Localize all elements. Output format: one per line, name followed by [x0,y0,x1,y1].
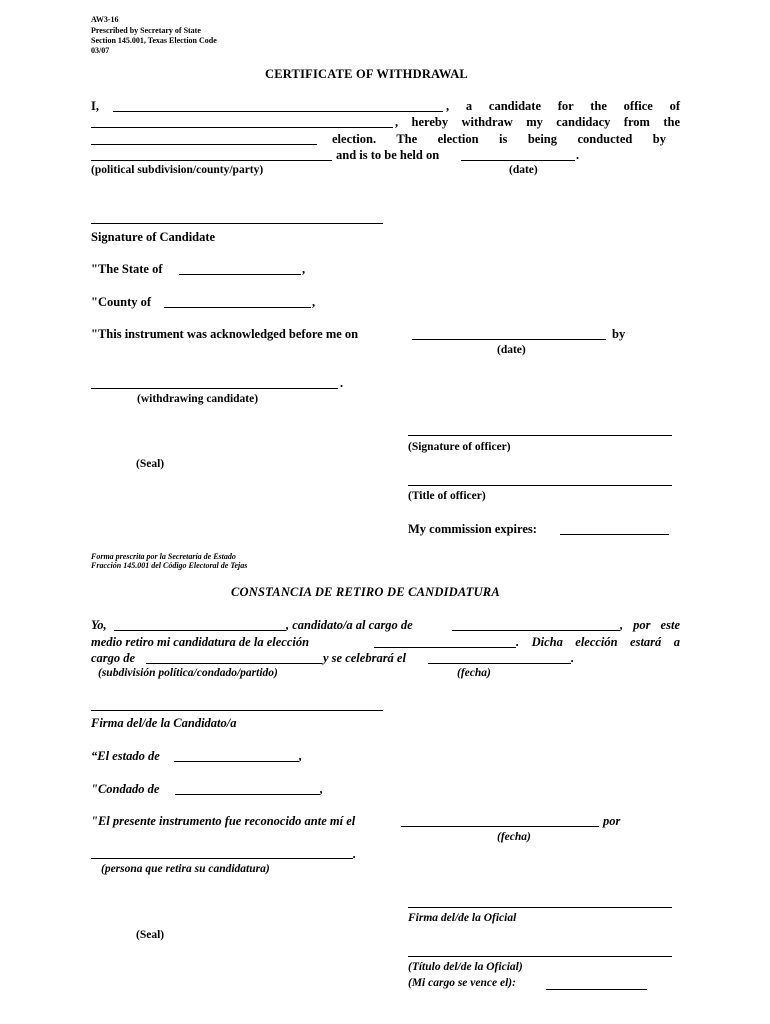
intro-yo: Yo, [91,618,107,632]
state-field[interactable] [179,274,301,275]
comma: , [312,295,316,309]
candidate-signature-line[interactable] [91,223,383,224]
county-field[interactable] [164,307,311,308]
celebrara-text: y se celebrará el [323,651,406,665]
election-conducted-text: election. The election is being conducted by [332,132,666,146]
withdraw-text: , hereby withdraw my candidacy from the [395,115,680,129]
spanish-state-field[interactable] [174,761,299,762]
spanish-withdrawing-field[interactable] [91,858,353,859]
comma: , [302,262,306,276]
election-field[interactable] [91,144,317,145]
election-date-field[interactable] [461,160,575,161]
por-este-text: , por este [620,618,680,632]
signature-officer-label: (Signature of officer) [408,441,511,453]
period: . [340,376,344,390]
period: . [571,651,575,665]
signature-candidate-label: Signature of Candidate [91,230,216,244]
section-reference: Section 145.001, Texas Election Code [91,36,217,45]
political-subdivision-label: (political subdivision/county/party) [91,164,264,176]
revision-date: 03/07 [91,46,110,55]
political-subdivision-field[interactable] [91,160,332,161]
spanish-county-label: "Condado de [91,782,160,796]
withdrawing-candidate-label: (withdrawing candidate) [137,393,259,405]
spanish-candidate-signature-line[interactable] [91,710,383,711]
title-officer-label: (Title of officer) [408,490,486,502]
cargo-de-text: cargo de [91,651,136,665]
held-on-text: and is to be held on [336,148,440,162]
spanish-withdrawing-label: (persona que retira su candidatura) [101,863,270,875]
spanish-officer-signature-line[interactable] [408,907,672,908]
state-of-label: "The State of [91,262,163,276]
by-text: by [612,327,626,341]
spanish-acknowledged-date-field[interactable] [401,826,599,827]
seal-label: (Seal) [136,458,165,470]
withdrawing-candidate-field[interactable] [91,388,338,389]
cargo-text: , candidato/a al cargo de [286,618,413,632]
period: . [576,148,580,162]
spanish-title: CONSTANCIA DE RETIRO DE CANDIDATURA [231,585,500,599]
spanish-title-officer-label: (Título del/de la Oficial) [408,961,523,973]
spanish-signature-candidate-label: Firma del/de la Candidato/a [91,716,237,730]
spanish-officer-title-line[interactable] [408,956,672,957]
spanish-date-label: (fecha) [497,831,531,843]
commission-expires-field[interactable] [560,534,669,535]
date-label: (date) [497,344,526,356]
page-title: CERTIFICATE OF WITHDRAWAL [265,67,468,81]
spanish-date-label: (fecha) [457,667,491,679]
comma: , [299,749,303,763]
spanish-candidate-name-field[interactable] [114,630,286,631]
spanish-election-field[interactable] [374,647,516,648]
prescribed-by: Prescribed by Secretary of State [91,26,201,35]
spanish-date-field[interactable] [428,663,571,664]
spanish-commission-field[interactable] [546,989,647,990]
form-number: AW3-16 [91,15,119,24]
spanish-political-field[interactable] [146,663,322,664]
por-text: por [603,814,621,828]
spanish-instrument-text: "El presente instrumento fue reconocido ante mí el [91,814,356,828]
spanish-county-field[interactable] [175,794,320,795]
candidate-name-field[interactable] [113,111,443,112]
office-of-text: , a candidate for the office of [446,99,680,113]
officer-title-line[interactable] [408,485,672,486]
commission-expires-label: My commission expires: [408,522,537,536]
acknowledged-date-field[interactable] [412,339,606,340]
officer-signature-line[interactable] [408,435,672,436]
spanish-office-field[interactable] [452,630,620,631]
dicha-eleccion-text: . Dicha elección estará a [516,635,680,649]
office-field[interactable] [91,127,393,128]
spanish-commission-label: (Mi cargo se vence el): [408,977,516,989]
date-label: (date) [509,164,538,176]
spanish-signature-officer-label: Firma del/de la Oficial [408,912,517,924]
retiro-text: medio retiro mi candidatura de la elección [91,635,310,649]
spanish-political-label: (subdivisión política/condado/partido) [98,667,278,679]
intro-i: I, [91,99,99,113]
county-of-label: "County of [91,295,152,309]
period: . [353,847,357,861]
instrument-text: "This instrument was acknowledged before me on [91,327,359,341]
spanish-state-label: “El estado de [91,749,160,763]
spanish-prescribed: Forma prescrita por la Secretaría de Estado [91,552,236,561]
spanish-seal-label: (Seal) [136,929,165,941]
comma: , [320,782,324,796]
spanish-section: Fracción 145.001 del Código Electoral de Tejas [91,561,248,570]
